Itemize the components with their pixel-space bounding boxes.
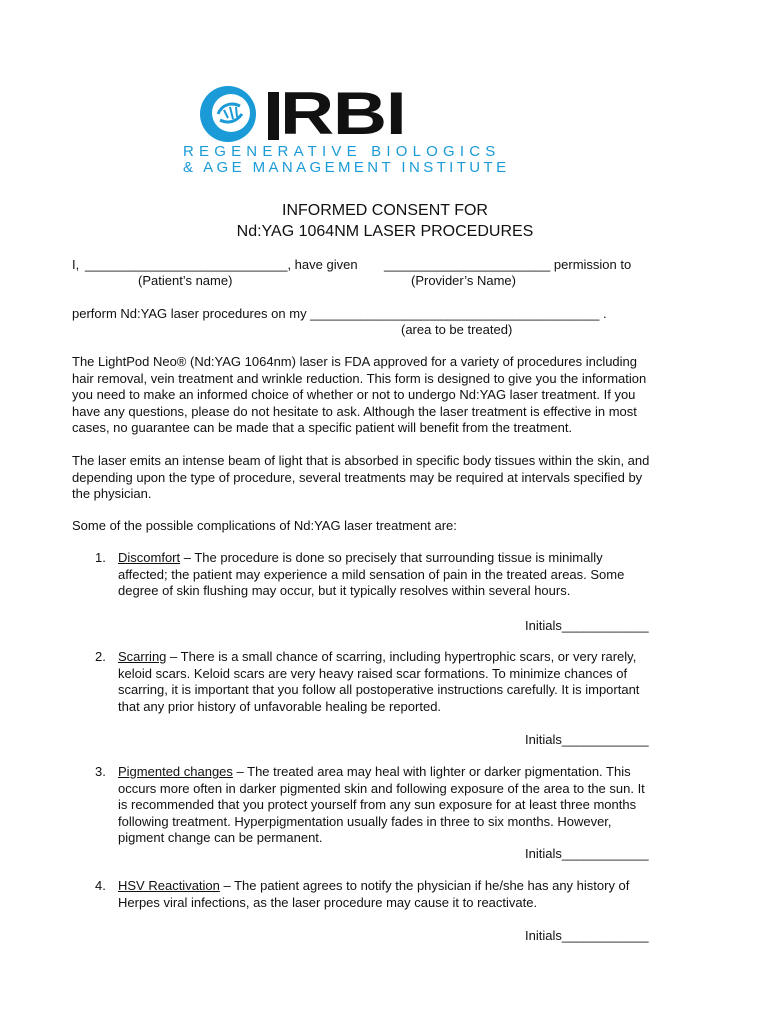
paragraph-complications-intro [72, 518, 712, 535]
provider-name-label: (Provider’s Name) [411, 273, 516, 288]
initials-field[interactable]: Initials____________ [525, 732, 649, 747]
paragraph-line: hair removal, vein treatment and wrinkle reduction. This form is designed to give you the information [72, 370, 647, 386]
complication-text: – The patient agrees to notify the physician if he/she has any history of [219, 878, 630, 893]
initials-field[interactable]: Initials____________ [525, 928, 649, 943]
complication-text: pigment change can be permanent. [118, 830, 323, 845]
treatment-area-field[interactable]: perform Nd:YAG laser procedures on my ________________________________________ . [72, 306, 607, 321]
complication-scarring [118, 649, 639, 715]
paragraph-laser-intro [72, 354, 712, 437]
complication-text: that any prior history of unfavorable healing be reported. [118, 698, 442, 714]
complication-text: Herpes viral infections, as the laser procedure may cause it to reactivate. [118, 894, 538, 910]
document-title-line2: Nd:YAG 1064NM LASER PROCEDURES [236, 223, 534, 240]
complication-text: degree of skin flushing may occur, but it typically resolves within several hours. [118, 583, 571, 598]
paragraph-line: cases, no guarantee can be made that a specific patient will benefit from the treatment. [72, 420, 573, 435]
initials-field[interactable]: Initials____________ [525, 846, 649, 861]
patient-name-field[interactable]: ____________________________, have given [85, 257, 358, 272]
complication-text: following treatment. Hyperpigmentation usually fades in three to six months. However, [118, 813, 612, 829]
logo-line1: REGENERATIVE BIOLOGICS [183, 143, 501, 160]
complication-text: affected; the patient may experience a mild sensation of pain in the treated areas. Some [118, 566, 625, 582]
treatment-area-label: (area to be treated) [401, 322, 513, 337]
provider-name-field[interactable]: _______________________ permission to [384, 257, 632, 272]
paragraph-line: The laser emits an intense beam of light that is absorbed in specific body tissues within the skin, and [72, 453, 650, 468]
consent-i: I, [72, 257, 80, 272]
paragraph-line: you need to make an informed choice of whether or not to undergo Nd:YAG laser treatment. If you [72, 387, 636, 402]
logo-line2: & AGE MANAGEMENT INSTITUTE [183, 159, 510, 176]
complication-text: scarring, it is important that you follow all postoperative instructions carefully. It is important [118, 682, 640, 697]
paragraph-line: the physician. [72, 486, 152, 501]
complication-text: keloid scars. Keloid scars are very heavy raised scar formations. To minimize chances of [118, 665, 628, 681]
paragraph-line: The LightPod Neo® (Nd:YAG 1064nm) laser is FDA approved for a variety of procedures including [72, 354, 638, 369]
complication-pigmented-changes [118, 764, 645, 847]
patient-name-label: (Patient’s name) [138, 273, 233, 288]
list-number: 3. [95, 764, 106, 779]
complication-text: – There is a small chance of scarring, including hypertrophic scars, or very rarely, [166, 649, 637, 664]
complication-text: – The treated area may heal with lighter or darker pigmentation. This [232, 764, 631, 779]
paragraph-line: have any questions, please do not hesitate to ask. Although the laser treatment is effective in most [72, 403, 637, 419]
complication-text: – The procedure is done so precisely that surrounding tissue is minimally [180, 550, 603, 565]
complication-discomfort [118, 550, 624, 600]
complication-term: Discomfort [118, 550, 181, 565]
complication-term: Scarring [118, 649, 167, 664]
initials-field[interactable]: Initials____________ [525, 618, 649, 633]
paragraph-line: depending upon the type of procedure, several treatments may be required at intervals specified by [72, 469, 643, 485]
list-number: 1. [95, 550, 106, 565]
list-number: 4. [95, 878, 106, 893]
complication-hsv-reactivation [118, 878, 629, 911]
complication-term: HSV Reactivation [118, 878, 220, 893]
document-title-line1: INFORMED CONSENT FOR [282, 202, 488, 219]
complication-text: occurs more often in darker pigmented skin and following exposure of the area to the sun. It [118, 780, 645, 796]
rbi-logo [176, 80, 586, 184]
complication-text: is recommended that you protect yourself from any sun exposure for at least three months [118, 797, 637, 812]
complication-term: Pigmented changes [118, 764, 233, 779]
list-number: 2. [95, 649, 106, 664]
paragraph-laser-beam [72, 453, 712, 503]
logo-wordmark: RBI [280, 80, 406, 147]
paragraph-line: Some of the possible complications of Nd:YAG laser treatment are: [72, 518, 457, 533]
